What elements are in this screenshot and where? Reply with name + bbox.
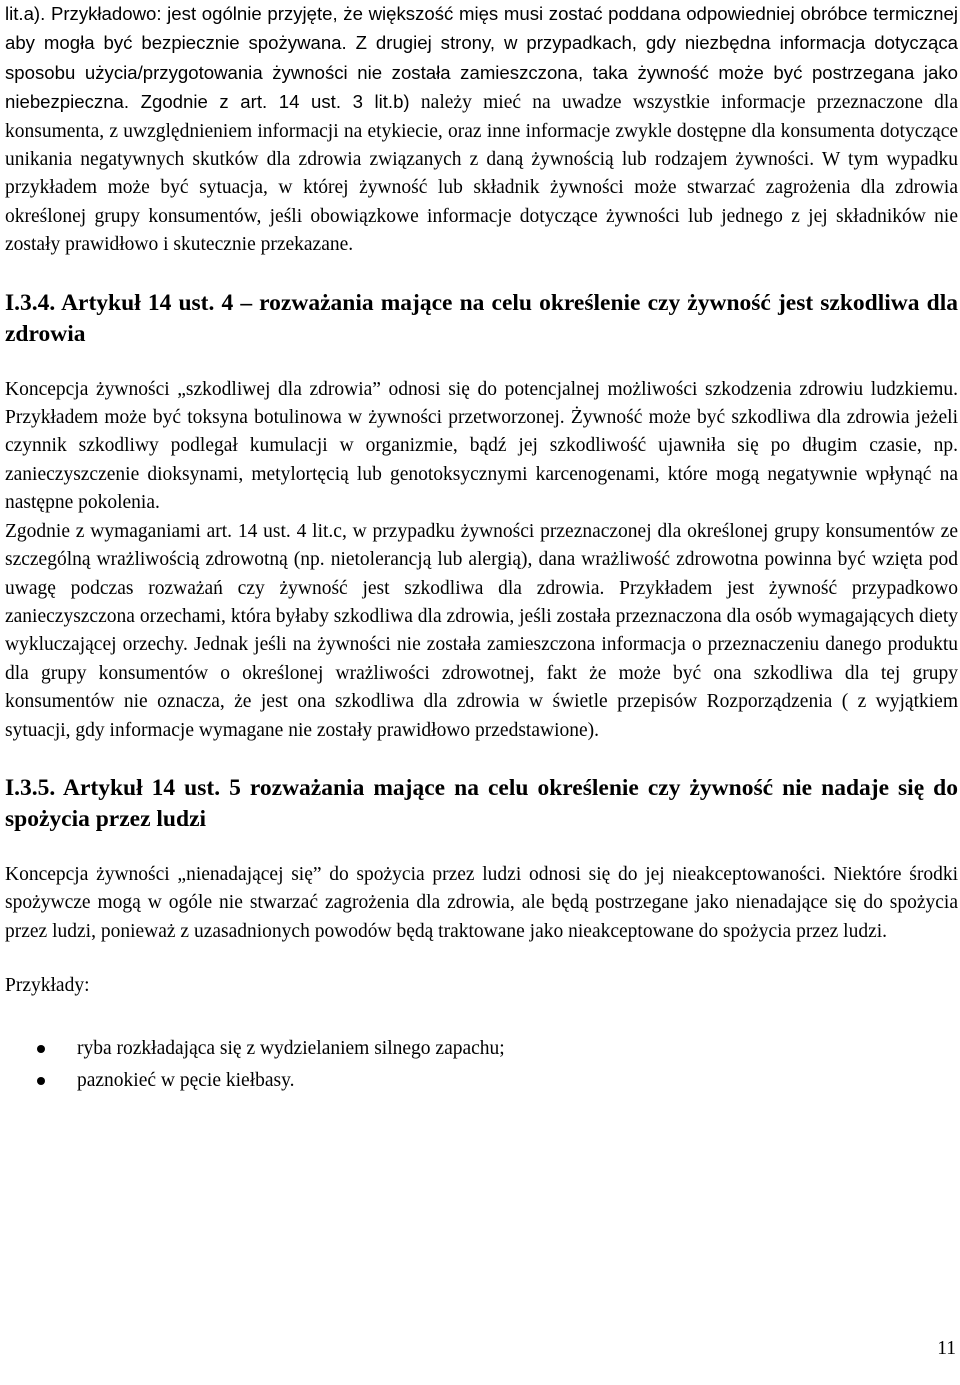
intro-paragraph-serif-part: należy mieć na uwadze wszystkie informacje przeznaczone dla konsumenta, z uwzględnieniem informacji na etykiecie, oraz inne informacje zwykle dostępne dla konsumenta dotyczące unikania negatywnych skutków dla zdrowia związanych z daną żywnością lub rodzajem żywności. W tym wypadku przykładem może być sytuacja, w której żywność lub składnik żywności może stwarzać zagrożenia dla zdrowia określonej grupy konsumentów, jeśli obowiązkowe informacje dotyczące żywności lub jednego z jej składników nie zostały prawidłowo i skutecznie przekazane. — [5, 92, 959, 256]
examples-list — [5, 1033, 958, 1097]
section-135-paragraph-1: Koncepcja żywności „nienadającej się” do spożycia przez ludzi odnosi się do jej nieakceptowaności. Niektóre środki spożywcze mogą w ogóle nie stwarzać zagrożenia dla zdrowia, ale będą postrzegane jako nienadające się do spożycia przez ludzi, ponieważ z uzasadnionych powodów będą traktowane jako nieakceptowane do spożycia przez ludzi. — [5, 863, 958, 942]
document-page — [5, 0, 958, 1097]
section-134-paragraph-2: Zgodnie z wymaganiami art. 14 ust. 4 lit.c, w przypadku żywności przeznaczonej dla określonej grupy konsumentów ze szczególną wrażliwością zdrowotną (np. nietolerancją lub alergią), dana wrażliwość zdrowotna powinna być wzięta pod uwagę podczas rozważań czy żywność jest szkodliwa dla zdrowia. Przykładem jest żywność przypadkowo zanieczyszczona orzechami, która byłaby szkodliwa dla zdrowia, jeśli została przeznaczona dla osób wymagających diety wykluczającej orzechy. Jednak jeśli na żywności nie została zamieszczona informacja o przeznaczeniu danego produktu dla grupy konsumentów o określonej wrażliwości zdrowotnej, fakt że może być ona szkodliwa dla tej grupy konsumentów nie oznacza, że jest ona szkodliwa dla zdrowia w świetle przepisów Rozporządzenia ( z wyjątkiem sytuacji, gdy informacje wymagane nie zostały prawidłowo przedstawione). — [5, 520, 958, 741]
bullet-icon — [37, 1045, 45, 1053]
bullet-icon — [37, 1077, 45, 1085]
page-number: 11 — [937, 1338, 956, 1359]
list-item — [5, 1033, 958, 1065]
intro-paragraph-sans-part: lit.a). Przykładowo: jest ogólnie przyjęte, że większość mięs musi zostać poddana odpowiedniej obróbce termicznej aby mogła być bezpiecznie spożywana. Z drugiej strony, w przypadkach, gdy niezbędna informacja dotycząca sposobu użycia/przygotowania żywności nie została zamieszczona, taka żywność może być postrzegana jako niebezpieczna. Zgodnie z art. 14 ust. 3 lit.b) — [5, 3, 958, 113]
examples-label: Przykłady: — [5, 975, 90, 997]
list-item-text: paznokieć w pęcie kiełbasy. — [77, 1069, 295, 1091]
intro-paragraph — [5, 0, 958, 260]
section-134-paragraph-1: Koncepcja żywności „szkodliwej dla zdrowia” odnosi się do potencjalnej możliwości szkodzenia zdrowiu ludzkiemu. Przykładem może być toksyna botulinowa w żywności przetworzonej. Żywność może być szkodliwa dla zdrowia jeżeli czynnik szkodliwy podlegał kumulacji w organizmie, bądź jej szkodliwość ujawniła się po długim czasie, np. zanieczyszczenie dioksynami, metylortęcią lub genotoksycznymi karcenogenami, które mogą negatywnie wpłynąć na następne pokolenia. — [5, 378, 958, 514]
list-item-text: ryba rozkładająca się z wydzielaniem silnego zapachu; — [77, 1037, 505, 1059]
section-135-heading: I.3.5. Artykuł 14 ust. 5 rozważania mające na celu określenie czy żywność nie nadaje się do spożycia przez ludzi — [5, 774, 958, 832]
section-134-heading: I.3.4. Artykuł 14 ust. 4 – rozważania mające na celu określenie czy żywność jest szkodliwa dla zdrowia — [5, 289, 958, 347]
list-item — [5, 1065, 958, 1097]
